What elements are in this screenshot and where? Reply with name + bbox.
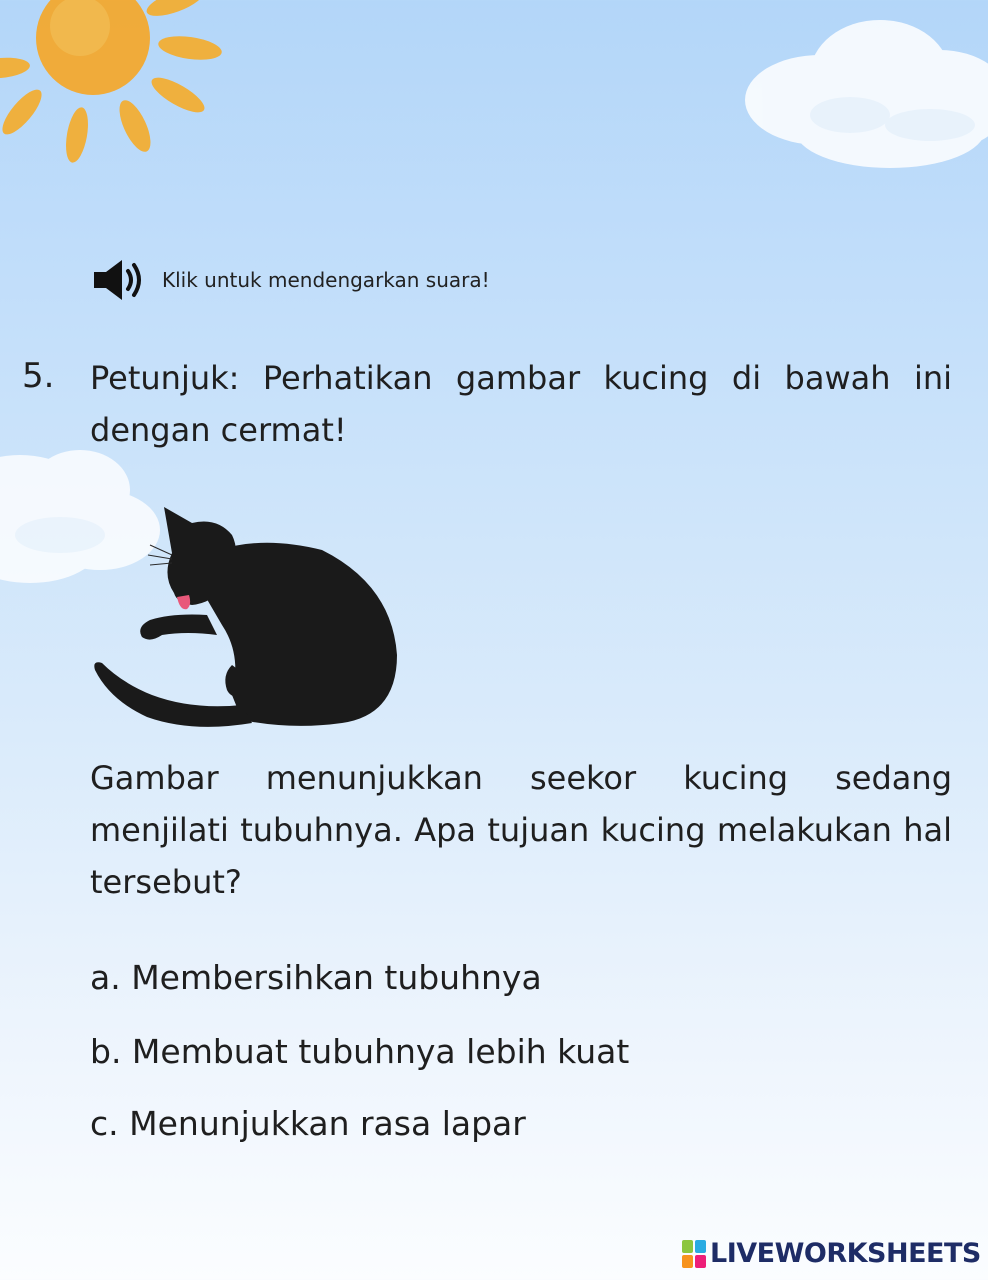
question-text: Gambar menunjukkan seekor kucing sedang menjilati tubuhnya. Apa tujuan kucing melakukan hal tersebut? xyxy=(90,759,952,901)
answer-option-a[interactable]: a. Membersihkan tubuhnya xyxy=(90,958,542,997)
sun-decoration xyxy=(0,0,260,190)
cat-licking-image xyxy=(92,505,402,730)
answer-option-c[interactable]: c. Menunjukkan rasa lapar xyxy=(90,1104,526,1143)
question-instruction: Petunjuk: Perhatikan gambar kucing di bawah ini dengan cermat! xyxy=(90,359,952,449)
speaker-icon xyxy=(90,258,146,302)
audio-instruction-label: Klik untuk mendengarkan suara! xyxy=(162,268,490,292)
brand-name: LIVEWORKSHEETS xyxy=(710,1238,981,1269)
answer-option-b[interactable]: b. Membuat tubuhnya lebih kuat xyxy=(90,1032,630,1071)
cloud-decoration xyxy=(740,5,988,175)
play-audio-button[interactable] xyxy=(90,258,490,302)
liveworksheets-logo xyxy=(682,1238,981,1269)
question-number: 5. xyxy=(22,356,55,396)
liveworksheets-logo-icon xyxy=(682,1240,706,1268)
